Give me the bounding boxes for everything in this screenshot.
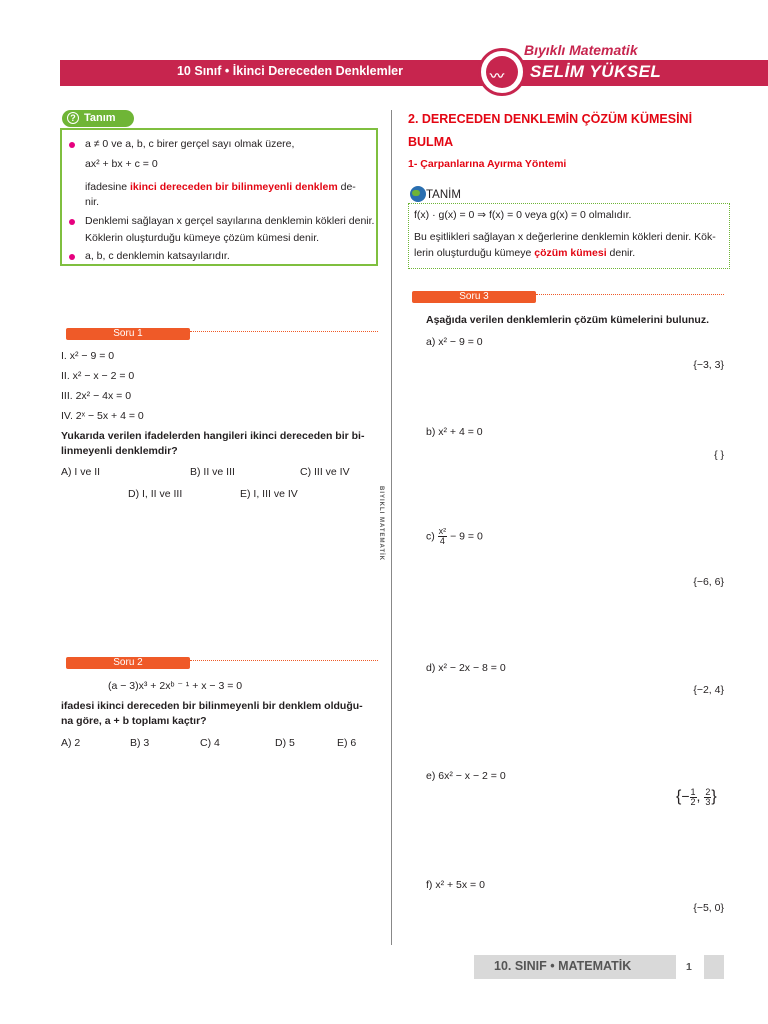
soru1-option-d[interactable]: D) I, II ve III: [128, 488, 183, 500]
question-icon: ?: [67, 112, 79, 124]
soru2-option-e[interactable]: E) 6: [337, 737, 357, 749]
brand-name: SELİM YÜKSEL: [530, 62, 662, 81]
soru1-line: II. x² − x − 2 = 0: [61, 370, 135, 382]
definition-line: Denklemi sağlayan x gerçel sayılarına denklemin kökleri denir.: [85, 215, 375, 227]
soru3-item-c: c) $\frac{\text{x²}}{4}$ − 9 = 0: [426, 526, 483, 546]
page-number: 1: [686, 961, 692, 973]
section-title: 2. DERECEDEN DENKLEMİN ÇÖZÜM KÜMESİNİ: [408, 112, 693, 126]
column-divider: [391, 110, 392, 945]
soru3-item-b: b) x² + 4 = 0: [426, 426, 483, 438]
soru1-question: linmeyenli denklemdir?: [61, 445, 178, 457]
soru3-question: Aşağıda verilen denklemlerin çözüm kümelerini bulunuz.: [426, 314, 709, 326]
bullet-icon: [69, 219, 75, 225]
soru2-ribbon: Soru 2: [66, 657, 190, 669]
soru2-option-c[interactable]: C) 4: [200, 737, 220, 749]
bullet-icon: [69, 142, 75, 148]
soru3-answer-a: {−3, 3}: [693, 359, 724, 371]
soru3-rule: [536, 294, 724, 295]
side-text: BIYIKLI MATEMATİK: [378, 486, 384, 562]
soru1-line: IV. 2ˣ − 5x + 4 = 0: [61, 410, 144, 422]
definition-line: a ≠ 0 ve a, b, c birer gerçel sayı olmak üzere,: [85, 138, 295, 150]
soru1-option-c[interactable]: C) III ve IV: [300, 466, 350, 478]
soru1-option-e[interactable]: E) I, III ve IV: [240, 488, 298, 500]
soru3-answer-c: {−6, 6}: [693, 576, 724, 588]
bullet-icon: [69, 254, 75, 260]
definition-badge: ? Tanım: [62, 110, 134, 127]
globe-land-icon: [412, 190, 420, 196]
tanim-line: lerin oluşturduğu kümeye çözüm kümesi denir.: [414, 247, 636, 259]
brand-top: Bıyıklı Matematik: [524, 42, 638, 58]
soru1-option-a[interactable]: A) I ve II: [61, 466, 101, 478]
soru2-option-a[interactable]: A) 2: [61, 737, 81, 749]
tanim-line: f(x) · g(x) = 0 ⇒ f(x) = 0 veya g(x) = 0 olmalıdır.: [414, 209, 632, 221]
fraction: $\frac{\text{x²}}{4}$: [438, 526, 447, 546]
soru3-item-a: a) x² − 9 = 0: [426, 336, 483, 348]
soru2-question: ifadesi ikinci dereceden bir bilinmeyenli bir denklem olduğu-: [61, 700, 363, 712]
definition-line: Köklerin oluşturduğu kümeye çözüm kümesi denir.: [85, 232, 320, 244]
footer-label: 10. SINIF • MATEMATİK: [494, 959, 632, 973]
soru3-item-d: d) x² − 2x − 8 = 0: [426, 662, 506, 674]
soru2-option-d[interactable]: D) 5: [275, 737, 295, 749]
soru1-ribbon: Soru 1: [66, 328, 190, 340]
section-title: BULMA: [408, 135, 454, 149]
tanim-line: Bu eşitlikleri sağlayan x değerlerine denklemin kökleri denir. Kök-: [414, 231, 716, 243]
soru2-question: na göre, a + b toplamı kaçtır?: [61, 715, 207, 727]
soru1-question: Yukarıda verilen ifadelerden hangileri ikinci dereceden bir bi-: [61, 430, 365, 442]
subsection-title: 1- Çarpanlarına Ayırma Yöntemi: [408, 158, 567, 170]
soru1-rule: [190, 331, 378, 332]
soru1-line: III. 2x² − 4x = 0: [61, 390, 132, 402]
definition-line: nir.: [85, 196, 100, 208]
mustache-icon: 〰: [490, 68, 504, 84]
soru2-equation: (a − 3)x³ + 2xᵇ ⁻ ¹ + x − 3 = 0: [108, 680, 243, 692]
definition-equation: ax² + bx + c = 0: [85, 158, 158, 170]
soru3-answer-f: {−5, 0}: [693, 902, 724, 914]
soru2-option-b[interactable]: B) 3: [130, 737, 150, 749]
soru3-ribbon: Soru 3: [412, 291, 536, 303]
footer-cap: [704, 955, 724, 979]
soru3-answer-e: {− $\frac{1}{2}$ , $\frac{2}{3}$ }: [676, 787, 717, 807]
soru3-answer-d: {−2, 4}: [693, 684, 724, 696]
soru1-option-b[interactable]: B) II ve III: [190, 466, 235, 478]
soru1-line: I. x² − 9 = 0: [61, 350, 115, 362]
soru2-rule: [190, 660, 378, 661]
soru3-answer-b: { }: [714, 449, 724, 461]
definition-line: a, b, c denklemin katsayılarıdır.: [85, 250, 230, 262]
soru3-item-e: e) 6x² − x − 2 = 0: [426, 770, 506, 782]
chapter-title: 10 Sınıf • İkinci Dereceden Denklemler: [176, 64, 403, 78]
soru3-item-f: f) x² + 5x = 0: [426, 879, 485, 891]
tanim-label: TANİM: [426, 189, 461, 201]
definition-line: ifadesine ikinci dereceden bir bilinmeyenli denklem de-: [85, 181, 356, 193]
